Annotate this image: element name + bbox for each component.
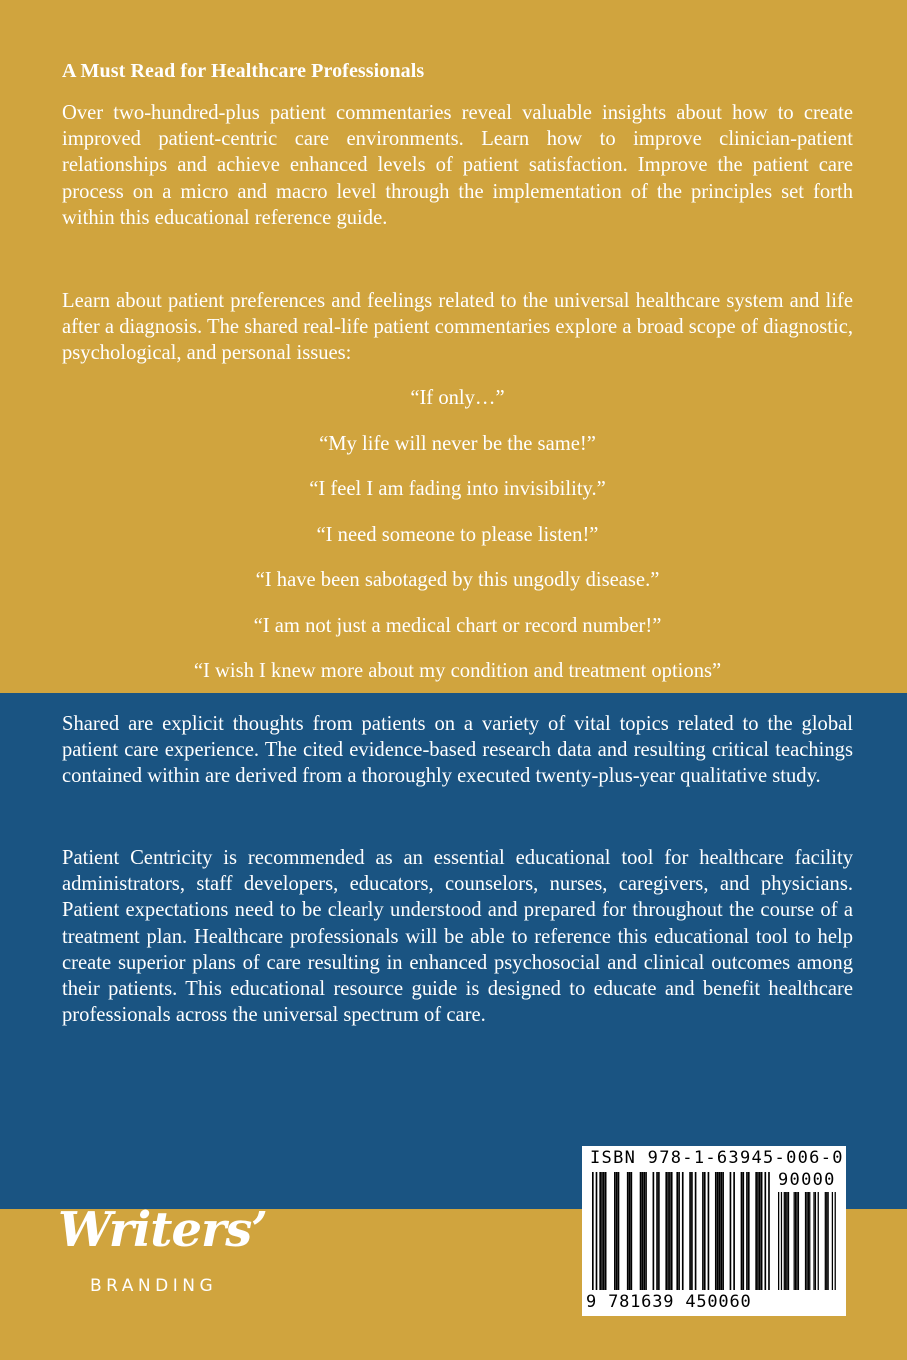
isbn-barcode [582, 1146, 846, 1316]
barcode-bar [835, 1192, 836, 1290]
barcode-bar [813, 1192, 814, 1290]
barcode-bar [746, 1172, 748, 1290]
barcode-bar [722, 1172, 724, 1290]
barcode-bar [828, 1192, 829, 1290]
barcode-bar [642, 1172, 644, 1290]
barcode-bar [730, 1172, 732, 1290]
price-code: 90000 [778, 1170, 836, 1190]
barcode-bar [656, 1172, 658, 1290]
barcode-bar [678, 1172, 680, 1290]
barcode-bar [715, 1172, 717, 1290]
publisher-subtitle: BRANDING [90, 1276, 218, 1296]
barcode-bar [784, 1192, 785, 1290]
barcode-bar [778, 1192, 779, 1290]
centricity-paragraph: Patient Centricity is recommended as an essential educational tool for healthcare facility administrators, staff developers, educators, counselors, nurses, caregivers, and physicians. Patient expectations need to be clearly understood and prepared for throughout the course of a treatment plan. Healthcare professionals will be able to reference this educational tool to help create superior plans of care resulting in enhanced psychosocial and clinical outcomes among their patients. This educational resource guide is designed to educate and benefit healthcare professionals across the universal spectrum of care. [62, 847, 853, 1027]
barcode-bar [643, 1172, 645, 1290]
barcode-bars [582, 1146, 846, 1316]
barcode-bar [759, 1172, 761, 1290]
addon-barcode [778, 1192, 836, 1290]
quote: “I am not just a medical chart or record number!” [253, 614, 662, 637]
barcode-bar [796, 1192, 797, 1290]
barcode-bar [757, 1172, 759, 1290]
barcode-bar [808, 1192, 809, 1290]
barcode-number: 9 781639 450060 [586, 1292, 752, 1312]
barcode-bar [592, 1172, 594, 1290]
barcode-bar [682, 1172, 684, 1290]
barcode-bar [720, 1172, 722, 1290]
barcode-bar [764, 1172, 766, 1290]
barcode-bar [742, 1172, 744, 1290]
barcode-bar [825, 1192, 826, 1290]
barcode-bar [627, 1172, 629, 1290]
quote: “I need someone to please listen!” [316, 523, 599, 546]
barcode-bar [614, 1172, 616, 1290]
barcode-bar [832, 1192, 833, 1290]
barcode-bar [665, 1172, 667, 1290]
barcode-bar [795, 1192, 796, 1290]
barcode-bar [826, 1192, 827, 1290]
barcode-bar [733, 1172, 735, 1290]
barcode-bar [768, 1172, 770, 1290]
barcode-bar [717, 1172, 719, 1290]
barcode-bar [618, 1172, 620, 1290]
section-heading: A Must Read for Healthcare Professionals [62, 60, 425, 82]
barcode-bar [719, 1172, 721, 1290]
barcode-bar [815, 1192, 816, 1290]
barcode-bar [667, 1172, 669, 1290]
main-barcode [592, 1172, 770, 1290]
barcode-bar [818, 1192, 819, 1290]
quote: “I feel I am fading into invisibility.” [309, 478, 606, 500]
quote: “I wish I knew more about my condition and treatment options” [193, 660, 722, 682]
barcode-bar [691, 1172, 693, 1290]
barcode-bar [755, 1172, 757, 1290]
barcode-bar [809, 1192, 810, 1290]
barcode-bar [653, 1172, 655, 1290]
barcode-bar [781, 1192, 782, 1290]
barcode-bar [676, 1172, 678, 1290]
barcode-bar [689, 1172, 691, 1290]
barcode-bar [748, 1172, 750, 1290]
barcode-bar [616, 1172, 618, 1290]
barcode-bar [708, 1172, 710, 1290]
barcode-bar [702, 1172, 704, 1290]
barcode-bar [788, 1192, 789, 1290]
barcode-bar [605, 1172, 607, 1290]
barcode-bar [805, 1192, 806, 1290]
barcode-bar [645, 1172, 647, 1290]
barcode-bar [798, 1192, 799, 1290]
publisher-name: Writers’ [58, 1202, 268, 1258]
barcode-bar [741, 1172, 743, 1290]
barcode-bar [601, 1172, 603, 1290]
barcode-bar [671, 1172, 673, 1290]
intro-paragraph: Over two-hundred-plus patient commentaries reveal valuable insights about how to create improved patient-centric care environments. Learn how to improve clinician-patient relationships and achieve enhanced levels of patient satisfaction. Improve the patient care process on a micro and macro level through the implementation of the principles set forth within this educational reference guide. [62, 102, 853, 229]
publisher-logo [58, 1202, 288, 1302]
barcode-bar [599, 1172, 601, 1290]
barcode-bar [596, 1172, 598, 1290]
barcode-bar [806, 1192, 807, 1290]
quote: “If only…” [410, 387, 505, 409]
barcode-bar [785, 1192, 786, 1290]
barcode-bar [629, 1172, 631, 1290]
barcode-bar [695, 1172, 697, 1290]
learn-paragraph: Learn about patient preferences and feelings related to the universal healthcare system and life after a diagnosis. The shared real-life patient commentaries explore a broad scope of diagnostic, psychological, and personal issues: [62, 290, 853, 365]
barcode-bar [704, 1172, 706, 1290]
isbn-label: ISBN 978-1-63945-006-0 [590, 1148, 844, 1168]
patient-quotes [62, 382, 853, 701]
barcode-bar [761, 1172, 763, 1290]
quote: “I have been sabotaged by this ungodly disease.” [255, 569, 660, 591]
barcode-bar [794, 1192, 795, 1290]
barcode-bar [658, 1172, 660, 1290]
barcode-bar [786, 1192, 787, 1290]
barcode-bar [669, 1172, 671, 1290]
barcode-bar [603, 1172, 605, 1290]
quote: “My life will never be the same!” [319, 432, 596, 455]
barcode-bar [640, 1172, 642, 1290]
shared-paragraph: Shared are explicit thoughts from patients on a variety of vital topics related to the global patient care experience. The cited evidence-based research data and resulting critical teachings contained within are derived from a thoroughly executed twenty-plus-year qualitative study. [62, 713, 853, 788]
barcode-bar [631, 1172, 633, 1290]
